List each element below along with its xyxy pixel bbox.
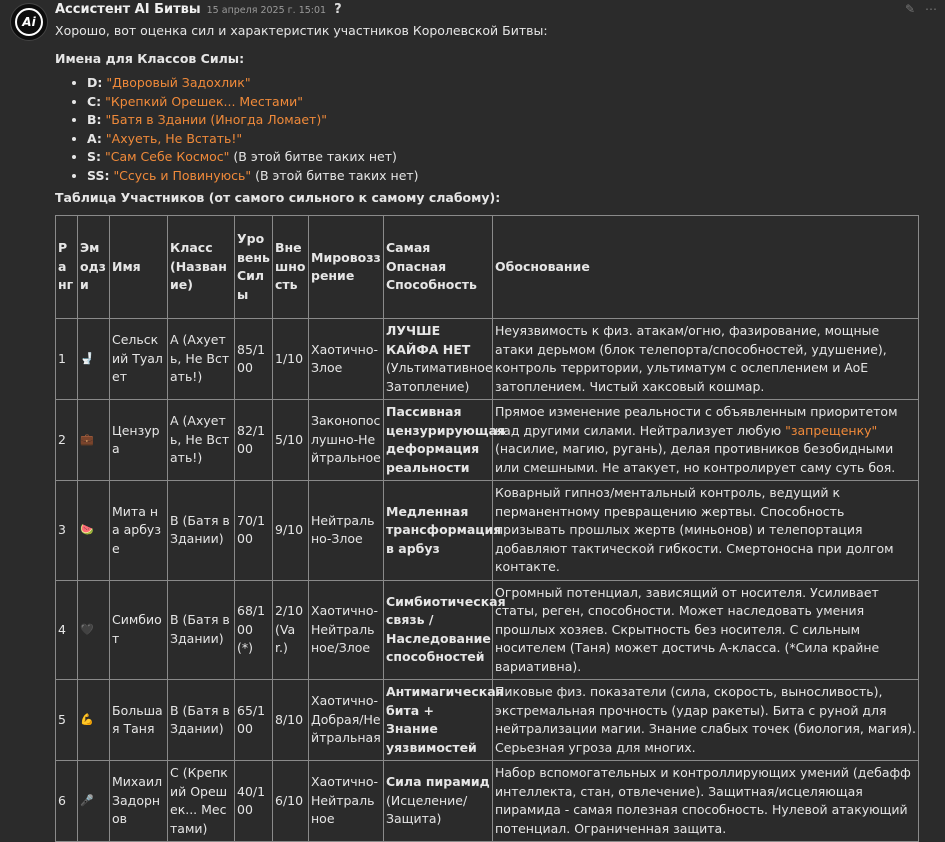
table-row: 5 💪 Большая Таня B (Батя в Здании) 65/100 8/10 Хаотично-Добрая/Нейтральная Антимагическая бита + Знание уязвимостей Пиковые физ. показатели (сила, скорость, выносливость), экстремальная прочность (удар ракеты). Бита с руной для нейтрализации магии. Знание слабых точек (биология, магия). Серьезная угроза для многих. <box>56 680 919 761</box>
table-row: 6 🎤 Михаил Задорнов C (Крепкий Орешек... Местами) 40/100 6/10 Хаотично-Нейтральное Сила пирамид (Исцеление/Защита) Набор вспомогательных и контроллирующих умений (дебафф интеллекта, стан, отвлечение). Защитная/исцеляющая пирамида - самая полезная способность. Нулевой атакующий потенциал. Ограниченная защита. <box>56 761 919 842</box>
toilet-icon: 🚽 <box>78 319 110 400</box>
table-row: 3 🍉 Мита на арбузе B (Батя в Здании) 70/100 9/10 Нейтрально-Злое Медленная трансформация в арбуз Коварный гипноз/ментальный контроль, ведущий к перманентному превращению жертвы. Способность призывать прошлых жертв (миньонов) и телепортация добавляют тактической гибкости. Смертоносна при долгом контакте. <box>56 481 919 581</box>
assistant-avatar[interactable] <box>10 3 48 41</box>
col-header: Обоснование <box>493 216 919 319</box>
message-actions <box>905 2 937 16</box>
avatar-logo-icon: Ai <box>15 8 43 36</box>
class-item: • C: "Крепкий Орешек... Местами" <box>87 93 935 112</box>
author-name[interactable]: Ассистент AI Битвы <box>55 2 201 17</box>
table-row: 2 💼 Цензура A (Ахуеть, Не Встать!) 82/100 5/10 Законопослушно-Нейтральное Пассивная цензурирующая деформация реальности Прямое изменение реальности с объявленным приоритетом над другими силами. Нейтрализует любую "запрещенку" (насилие, магию, ругань), делая противников безобидными или смешными. Не атакует, но контролирует саму суть боя. <box>56 400 919 481</box>
classes-list <box>55 74 935 185</box>
col-header: Мировоззрение <box>309 216 384 319</box>
col-header: Самая Опасная Способность <box>384 216 493 319</box>
black-heart-icon: 🖤 <box>78 580 110 680</box>
table-header-row <box>56 216 919 319</box>
more-icon[interactable]: ⋯ <box>925 2 937 16</box>
class-item: • B: "Батя в Здании (Иногда Ломает)" <box>87 111 935 130</box>
class-item: • A: "Ахуеть, Не Встать!" <box>87 130 935 149</box>
class-item: • SS: "Ссусь и Повинуюсь" (В этой битве таких нет) <box>87 167 935 186</box>
table-row: 4 🖤 Симбиот B (Батя в Здании) 68/100 (*) 2/10 (Var.) Хаотично-Нейтральное/Злое Симбиотическая связь / Наследование способностей Огромный потенциал, зависящий от носителя. Усиливает статы, реген, способности. Может наследовать умения прошлых хозяев. Скрытность без носителя. С сильным носителем (Таня) может достичь A-класса. (*Сила крайне вариативна). <box>56 580 919 680</box>
message-content <box>55 22 935 842</box>
briefcase-icon: 💼 <box>78 400 110 481</box>
participants-table <box>55 215 919 842</box>
flexed-biceps-icon: 💪 <box>78 680 110 761</box>
col-header: Имя <box>110 216 168 319</box>
intro-text: Хорошо, вот оценка сил и характеристик участников Королевской Битвы: <box>55 23 548 38</box>
help-icon[interactable]: ? <box>334 2 342 17</box>
message-header <box>55 2 342 17</box>
col-header: Внешность <box>273 216 309 319</box>
col-header: Класс (Название) <box>168 216 235 319</box>
edit-icon[interactable]: ✎ <box>904 2 915 16</box>
class-item: • S: "Сам Себе Космос" (В этой битве таких нет) <box>87 148 935 167</box>
col-header: Ранг <box>56 216 78 319</box>
watermelon-icon: 🍉 <box>78 481 110 581</box>
col-header: Эмодзи <box>78 216 110 319</box>
classes-heading: Имена для Классов Силы: <box>55 51 245 66</box>
class-item: • D: "Дворовый Задохлик" <box>87 74 935 93</box>
table-row: 1 🚽 Сельский Туалет A (Ахуеть, Не Встать!) 85/100 1/10 Хаотично-Злое ЛУЧШЕ КАЙФА НЕТ (Ультимативное Затопление) Неуязвимость к физ. атакам/огню, фазирование, мощные атаки дерьмом (блок телепорта/способностей, удушение), контроль территории, ультиматум с ослеплением и AoE затоплением. Чистый хаксовый кошмар. <box>56 319 919 400</box>
table-heading: Таблица Участников (от самого сильного к самому слабому): <box>55 190 501 205</box>
message-timestamp: 15 апреля 2025 г. 15:01 <box>206 5 327 16</box>
col-header: Уровень Силы <box>235 216 273 319</box>
microphone-icon: 🎤 <box>78 761 110 842</box>
